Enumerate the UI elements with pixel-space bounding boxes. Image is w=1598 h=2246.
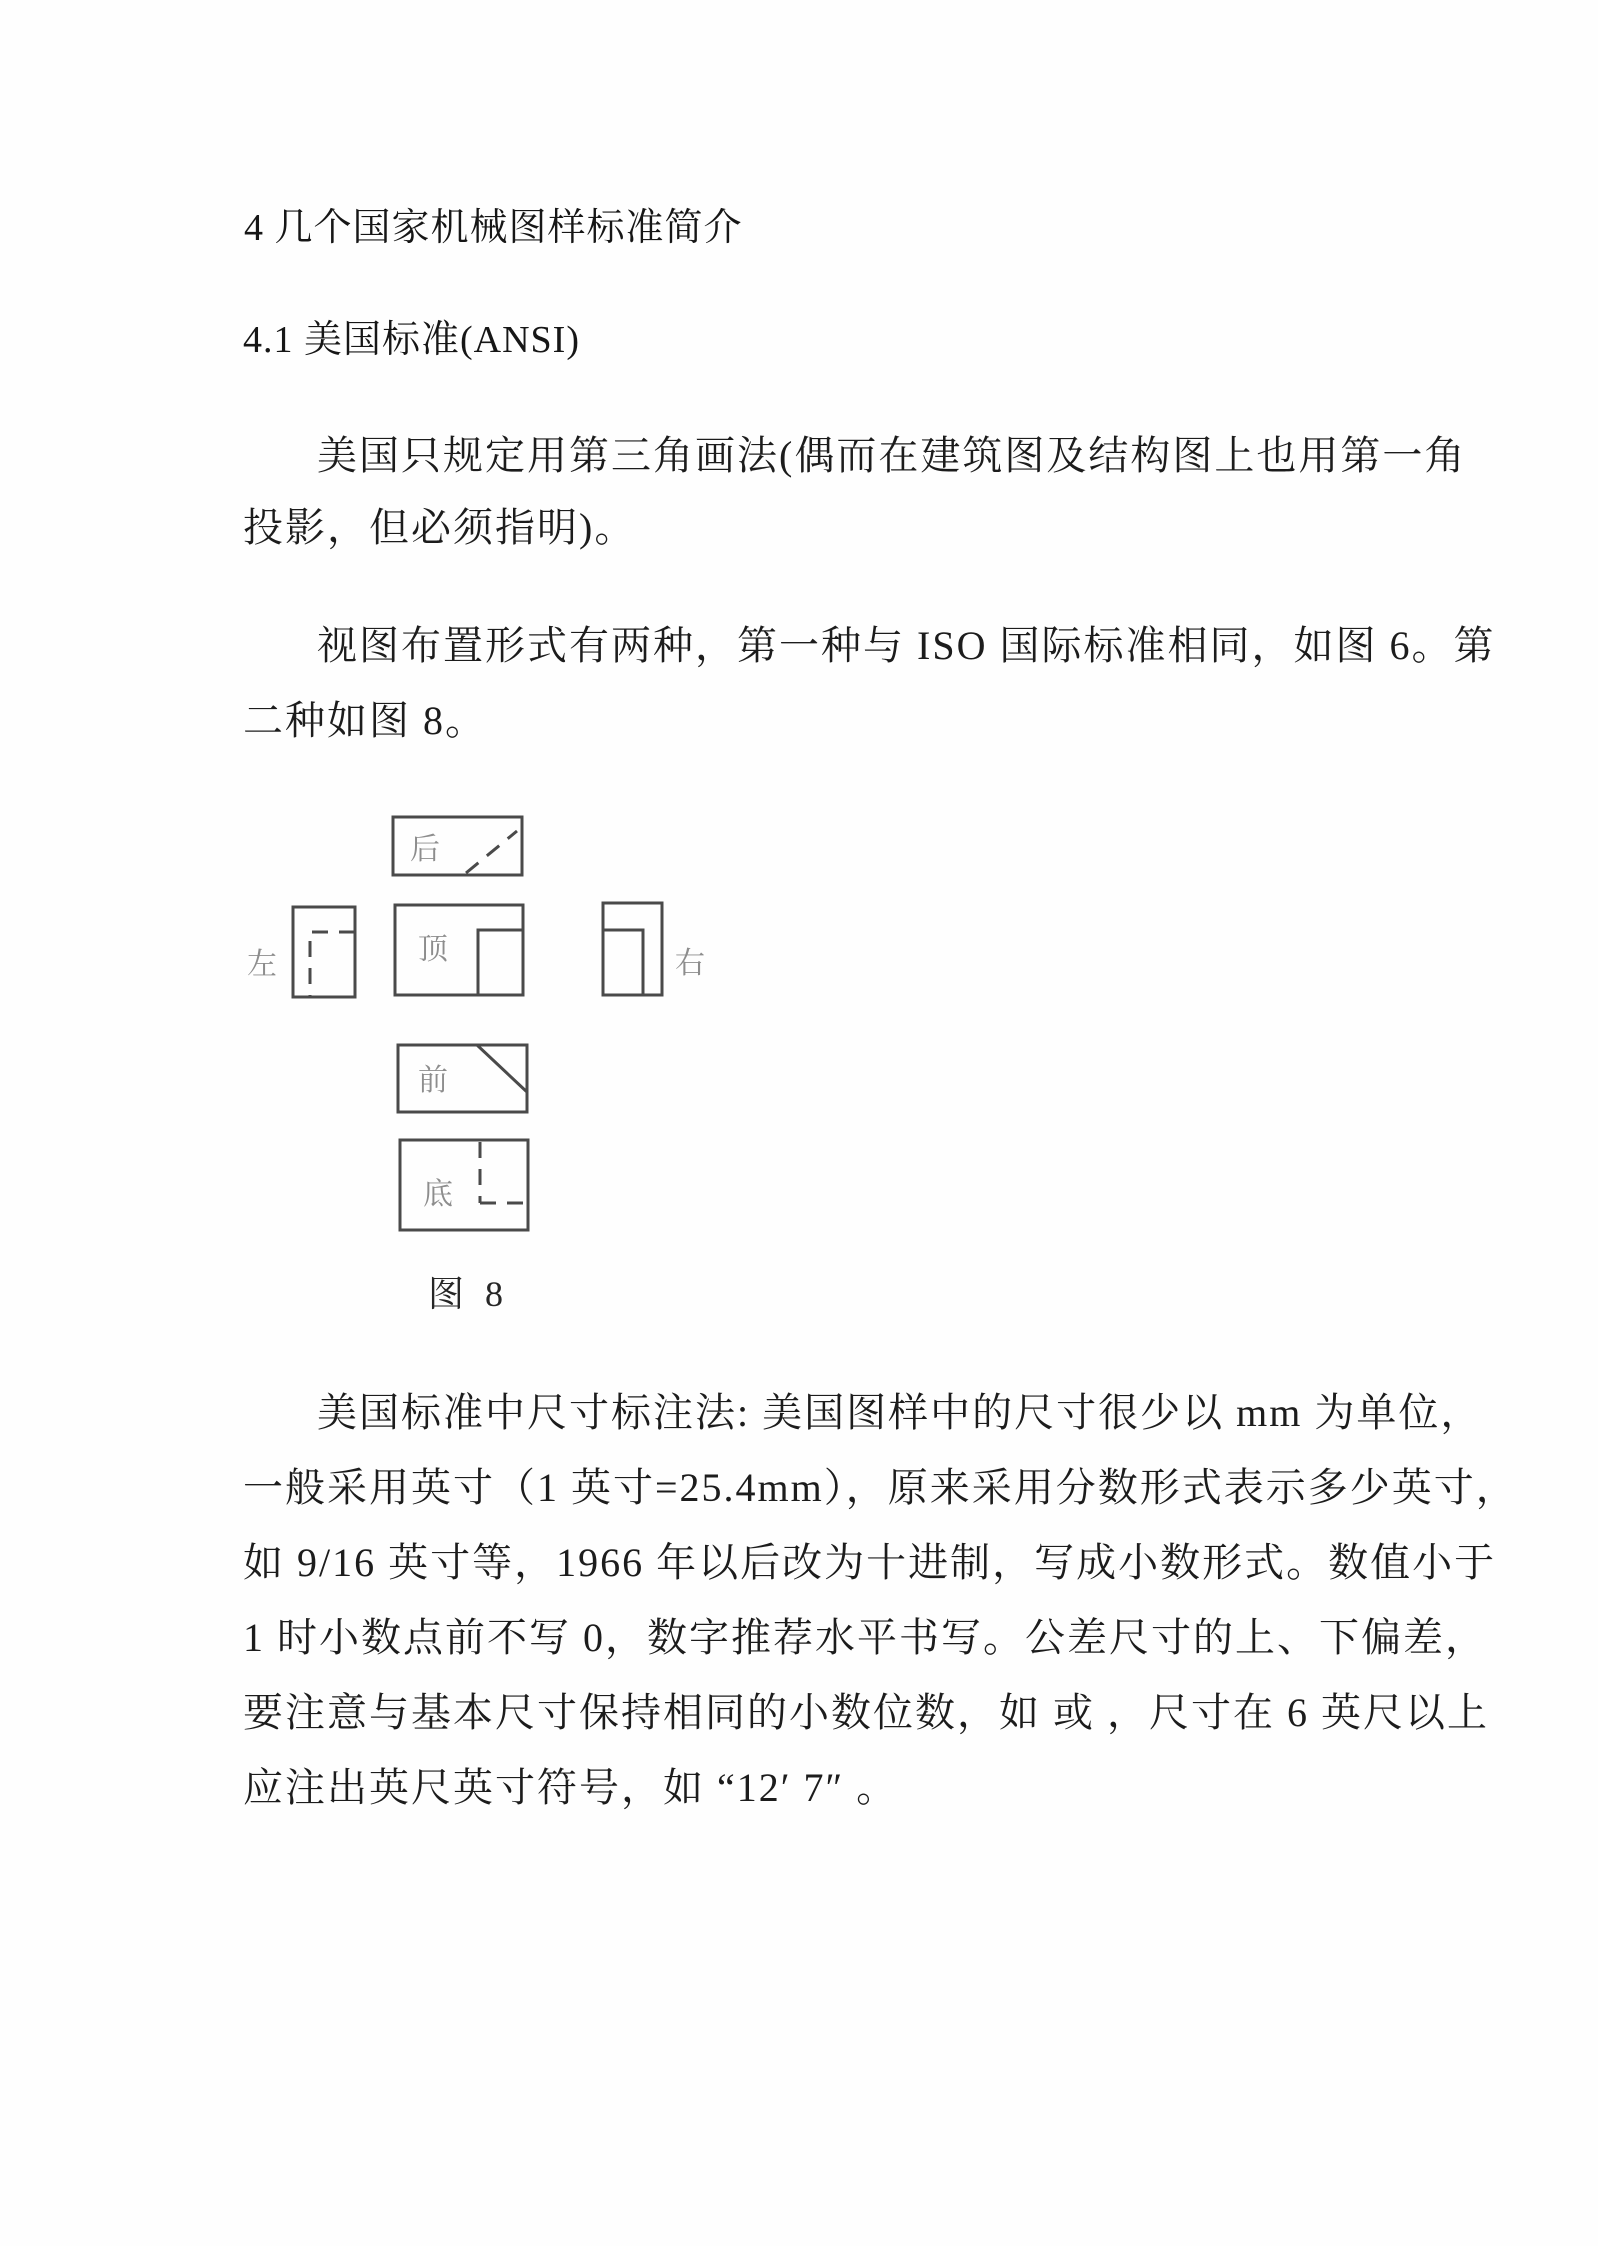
paragraph3-line2: 一般采用英寸（1 英寸=25.4mm），原来采用分数形式表示多少英寸， <box>243 1465 1518 1510</box>
section-heading: 4.1 美国标准(ANSI) <box>243 319 580 361</box>
back-view-dashed-diagonal <box>466 831 517 873</box>
front-view-label: 前 <box>418 1064 448 1097</box>
right-view-label: 右 <box>675 947 705 980</box>
paragraph1-line1: 美国只规定用第三角画法(偶而在建筑图及结构图上也用第一角 <box>317 433 1467 478</box>
figure8-caption: 图 8 <box>428 1274 510 1314</box>
bottom-view-box <box>400 1140 528 1230</box>
front-view-diagonal <box>477 1045 527 1092</box>
bottom-view-label: 底 <box>423 1178 453 1211</box>
paragraph3-line3: 如 9/16 英寸等，1966 年以后改为十进制，写成小数形式。数值小于 <box>243 1540 1497 1585</box>
right-view-inner-corner <box>603 930 643 995</box>
left-view-box <box>293 907 355 997</box>
chapter-heading: 4 几个国家机械图样标准简介 <box>244 207 743 249</box>
projection-views-drawing <box>230 800 730 1250</box>
left-view-hidden-lines <box>310 932 355 996</box>
paragraph3-line1: 美国标准中尺寸标注法: 美国图样中的尺寸很少以 mm 为单位， <box>317 1390 1483 1435</box>
left-view-label: 左 <box>247 948 277 981</box>
paragraph2-line2: 二种如图 8。 <box>243 698 487 743</box>
paragraph3-line6: 应注出英尺英寸符号，如 “12′ 7″ 。 <box>243 1765 899 1810</box>
paragraph2-line1: 视图布置形式有两种，第一种与 ISO 国际标准相同，如图 6。第 <box>317 623 1496 668</box>
top-view-label: 顶 <box>418 933 448 966</box>
right-view-box <box>603 903 662 995</box>
paragraph3-line4: 1 时小数点前不写 0，数字推荐水平书写。公差尺寸的上、下偏差， <box>243 1615 1487 1660</box>
figure8-diagram <box>230 800 730 1255</box>
paragraph3-line5: 要注意与基本尺寸保持相同的小数位数，如 或 ，尺寸在 6 英尺以上 <box>243 1690 1489 1735</box>
top-view-inner-corner <box>478 930 523 995</box>
top-view-box <box>395 905 523 995</box>
back-view-label: 后 <box>410 833 440 866</box>
paragraph1-line2: 投影，但必须指明)。 <box>243 505 637 550</box>
